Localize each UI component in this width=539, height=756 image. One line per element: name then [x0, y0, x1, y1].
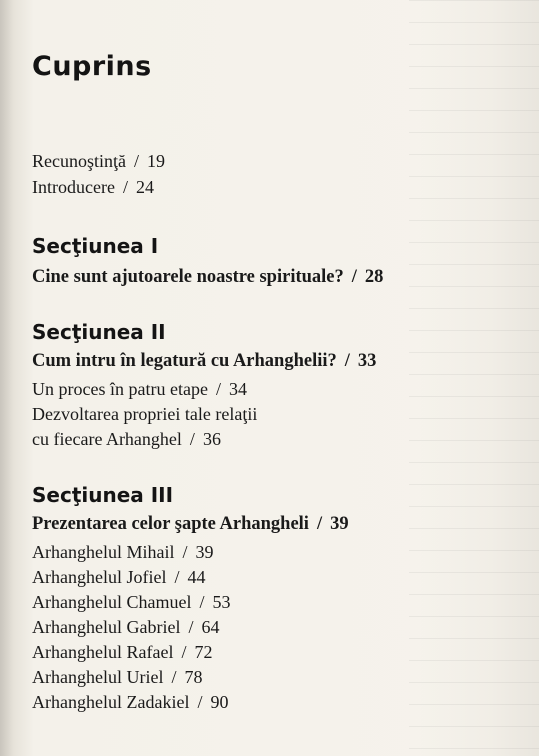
toc-main-entry: [32, 350, 376, 372]
show-through-text-lines: [409, 0, 539, 756]
toc-entry: [32, 150, 165, 172]
toc-entry: [32, 428, 221, 450]
toc-entry-page: 78: [184, 667, 203, 687]
section-heading: Secţiunea III: [32, 483, 174, 507]
toc-separator: /: [188, 617, 194, 637]
toc-entry-page: 72: [194, 642, 213, 662]
toc-entry: [32, 616, 219, 638]
toc-entry-page: 36: [202, 429, 221, 449]
toc-main-entry: [32, 266, 383, 288]
toc-entry-page: 28: [364, 267, 384, 287]
toc-entry-page: 33: [357, 351, 377, 371]
toc-entry-text: Un proces în patru etape: [32, 379, 208, 399]
section-heading: Secţiunea II: [32, 320, 166, 344]
toc-entry-text: Arhanghelul Mihail: [32, 542, 175, 562]
toc-separator: /: [122, 177, 128, 197]
toc-separator: /: [181, 642, 187, 662]
toc-entry-page: 44: [187, 567, 206, 587]
toc-entry-text: Dezvoltarea propriei tale relaţii: [32, 404, 258, 424]
toc-entry: [32, 378, 247, 400]
toc-entry-page: 19: [147, 151, 165, 171]
toc-entry: [32, 176, 154, 198]
toc-entry-text: cu fiecare Arhanghel: [32, 429, 182, 449]
toc-entry: [32, 641, 212, 663]
toc-entry-text: Arhanghelul Zadakiel: [32, 692, 190, 712]
toc-entry: [32, 691, 228, 713]
toc-separator: /: [133, 151, 139, 171]
toc-entry-page: 90: [210, 692, 229, 712]
toc-entry: [32, 403, 257, 425]
toc-entry: [32, 566, 205, 588]
toc-entry-page: 53: [212, 592, 231, 612]
toc-entry-text: Arhanghelul Rafael: [32, 642, 174, 662]
toc-entry: [32, 666, 202, 688]
toc-separator: /: [215, 379, 221, 399]
toc-entry-text: Cine sunt ajutoarele noastre spirituale?: [32, 267, 344, 287]
section-heading: Secţiunea I: [32, 234, 159, 258]
toc-entry: [32, 591, 230, 613]
toc-entry-page: 39: [195, 542, 214, 562]
toc-separator: /: [197, 692, 203, 712]
toc-entry-text: Introducere: [32, 177, 115, 197]
toc-entry-text: Recunoştinţă: [32, 151, 126, 171]
toc-entry: [32, 541, 214, 563]
toc-separator: /: [182, 542, 188, 562]
toc-separator: /: [199, 592, 205, 612]
toc-entry-text: Arhanghelul Chamuel: [32, 592, 192, 612]
toc-entry-text: Cum intru în legatură cu Arhanghelii?: [32, 351, 337, 371]
toc-entry-page: 34: [228, 379, 247, 399]
toc-entry-text: Arhanghelul Uriel: [32, 667, 164, 687]
toc-separator: /: [171, 667, 177, 687]
toc-entry-text: Arhanghelul Gabriel: [32, 617, 181, 637]
toc-entry-text: Arhanghelul Jofiel: [32, 567, 167, 587]
toc-main-entry: [32, 513, 349, 535]
toc-entry-page: 24: [135, 177, 154, 197]
toc-entry-text: Prezentarea celor şapte Arhangheli: [32, 514, 309, 534]
toc-separator: /: [351, 267, 357, 287]
toc-separator: /: [316, 514, 323, 534]
toc-entry-page: 64: [201, 617, 220, 637]
toc-separator: /: [344, 351, 350, 371]
toc-separator: /: [189, 429, 195, 449]
toc-entry-page: 39: [330, 514, 349, 534]
toc-separator: /: [174, 567, 180, 587]
page-title: Cuprins: [32, 51, 152, 82]
